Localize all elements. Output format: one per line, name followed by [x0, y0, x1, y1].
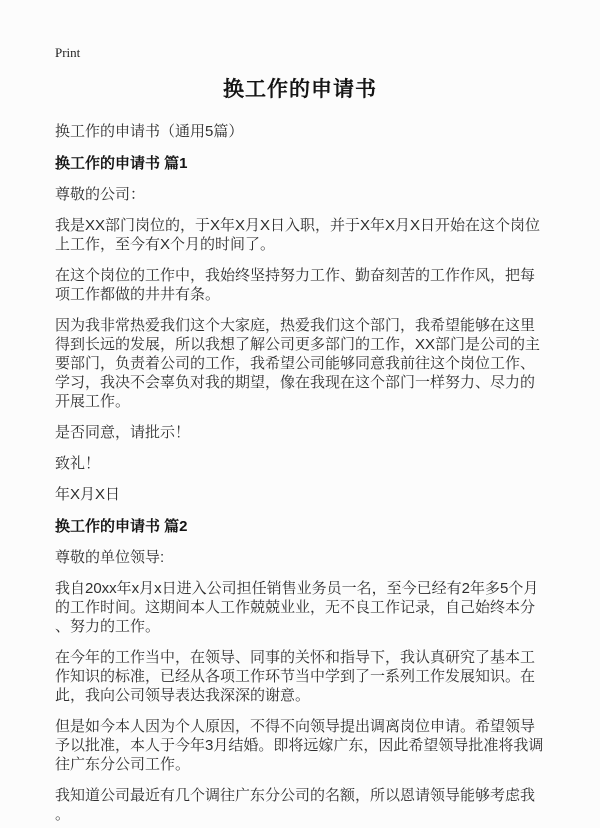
- closing-salute-line: 致礼！: [55, 455, 101, 472]
- salutation: 尊敬的公司：: [55, 186, 146, 203]
- section-1-heading: 换工作的申请书 篇1: [55, 155, 188, 172]
- section-2-heading: 换工作的申请书 篇2: [55, 518, 188, 535]
- approval-request-line: 是否同意，请批示！: [55, 424, 191, 441]
- date-line: 年X月X日: [55, 486, 121, 503]
- paragraph: 我是XX部门岗位的，于X年X月X日入职，并于X年X月X日开始在这个岗位上工作，至今有X个月的时间了。: [55, 217, 541, 253]
- section-2: [55, 517, 545, 824]
- paragraph: 因为我非常热爱我们这个大家庭，热爱我们这个部门，我希望能够在这里得到长远的发展，所以我想了解公司更多部门的工作，XX部门是公司的主要部门，负责着公司的工作，我希望公司能够同意我前往这个岗位工作、学习，我决不会辜负对我的期望，像在我现在这个部门一样努力、尽力的开展工作。: [55, 317, 541, 410]
- paragraph: 我自20xx年x月x日进入公司担任销售业务员一名，至今已经有2年多5个月的工作时间。这期间本人工作兢兢业业，无不良工作记录，自己始终本分、努力的工作。: [55, 580, 539, 635]
- salutation: 尊敬的单位领导:: [55, 549, 165, 566]
- document-subtitle: 换工作的申请书（通用5篇）: [55, 123, 244, 140]
- paragraph: 但是如今本人因为个人原因，不得不向领导提出调离岗位申请。希望领导予以批准，本人于今年3月结婚。即将远嫁广东，因此希望领导批准将我调往广东分公司工作。: [55, 718, 544, 773]
- page-title: 换工作的申请书: [223, 78, 377, 101]
- paragraph: 我知道公司最近有几个调往广东分公司的名额，所以恩请领导能够考虑我。: [55, 787, 536, 823]
- paragraph: 在今年的工作当中，在领导、同事的关怀和指导下，我认真研究了基本工作知识的标准，已经从各项工作环节当中学到了一系列工作发展知识。在此，我向公司领导表达我深深的谢意。: [55, 649, 536, 704]
- print-button[interactable]: Print: [55, 45, 81, 60]
- section-1: [55, 154, 545, 504]
- paragraph: 在这个岗位的工作中，我始终坚持努力工作、勤奋刻苦的工作作风，把每项工作都做的井井有条。: [55, 267, 536, 303]
